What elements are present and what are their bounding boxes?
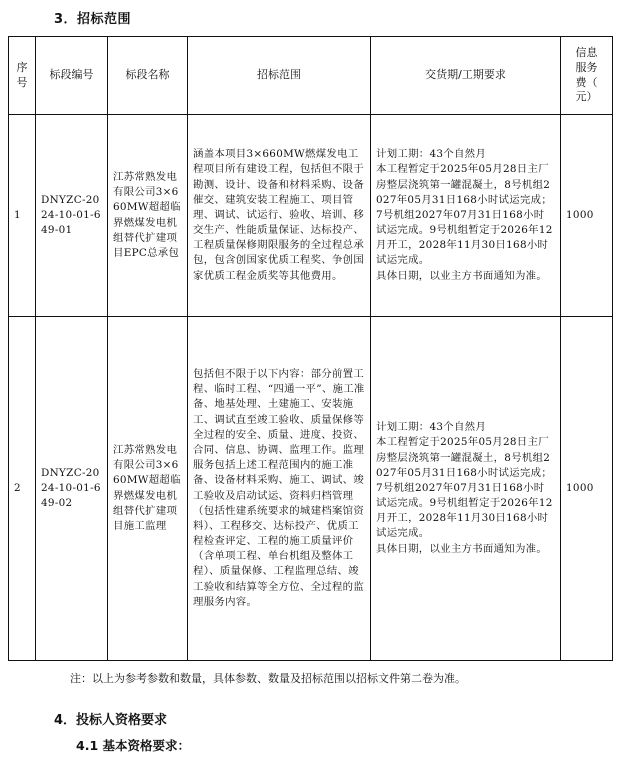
table-row [9, 115, 613, 317]
header-section-code: 标段编号 [36, 37, 108, 115]
row-section-code: DNYZC-2024-10-01-649-02 [36, 317, 108, 661]
row-info-fee: 1000 [561, 317, 613, 661]
row-schedule: 计划工期：43个自然月 本工程暂定于2025年05月28日主厂房整层浇筑第一罐混凝土，8号机组2027年05月31日168小时试运完成；7号机组2027年07月31日168小时试运完成。9号机组暂定于2026年12月开工，2028年11月30日168小时试运完成。 具体日期，以业主方书面通知为准。 [371, 115, 561, 317]
table-header-row [9, 37, 613, 115]
row-section-code: DNYZC-2024-10-01-649-01 [36, 115, 108, 317]
section-4-heading: 4．投标人资格要求 [54, 713, 168, 728]
header-info-fee: 信息 服务 费（ 元） [561, 37, 613, 115]
row-seq: 2 [9, 317, 36, 661]
row-bid-scope: 涵盖本项目3×660MW燃煤发电工程项目所有建设工程，包括但不限于勘测、设计、设备和材料采购、设备催交、建筑安装工程施工、项目管理、调试、试运行、验收、培训、移交生产、性能质量保证、达标投产、工程质量保修期限服务的全过程总承包，包含创国家优质工程奖、争创国家优质工程金质奖等其他费用。 [188, 115, 371, 317]
header-bid-scope: 招标范围 [188, 37, 371, 115]
table-row [9, 317, 613, 661]
header-section-name: 标段名称 [108, 37, 188, 115]
row-seq: 1 [9, 115, 36, 317]
row-section-name: 江苏常熟发电有限公司3×660MW超超临界燃煤发电机组替代扩建项目EPC总承包 [108, 115, 188, 317]
row-info-fee: 1000 [561, 115, 613, 317]
section-3-heading: 3．招标范围 [54, 12, 132, 27]
row-section-name: 江苏常熟发电有限公司3×660MW超超临界燃煤发电机组替代扩建项目施工监理 [108, 317, 188, 661]
row-bid-scope: 包括但不限于以下内容：部分前置工程、临时工程、“四通一平”、施工准备、地基处理、土建施工、安装施工、调试直至竣工验收、质量保修等全过程的安全、质量、进度、投资、合同、信息、协调、监理工作。监理服务包括上述工程范围内的施工准备、设备材料采购、施工、调试、竣工验收及启动试运、资料归档管理（包括性建系统要求的城建档案馆资料）、工程移交、达标投产、优质工程检查评定、工程的施工质量评价（含单项工程、单台机组及整体工程）、质量保修、工程监理总结、竣工验收和结算等全方位、全过程的监理服务内容。 [188, 317, 371, 661]
header-schedule: 交货期/工期要求 [371, 37, 561, 115]
header-seq: 序 号 [9, 37, 36, 115]
table-note: 注：以上为参考参数和数量，具体参数、数量及招标范围以招标文件第二卷为准。 [70, 672, 466, 685]
section-4-1-heading: 4.1 基本资格要求： [76, 738, 190, 753]
bid-scope-table [8, 36, 613, 661]
row-schedule: 计划工期：43个自然月 本工程暂定于2025年05月28日主厂房整层浇筑第一罐混凝土，8号机组2027年05月31日168小时试运完成；7号机组2027年07月31日168小时试运完成。9号机组暂定于2026年12月开工，2028年11月30日168小时试运完成。 具体日期，以业主方书面通知为准。 [371, 317, 561, 661]
